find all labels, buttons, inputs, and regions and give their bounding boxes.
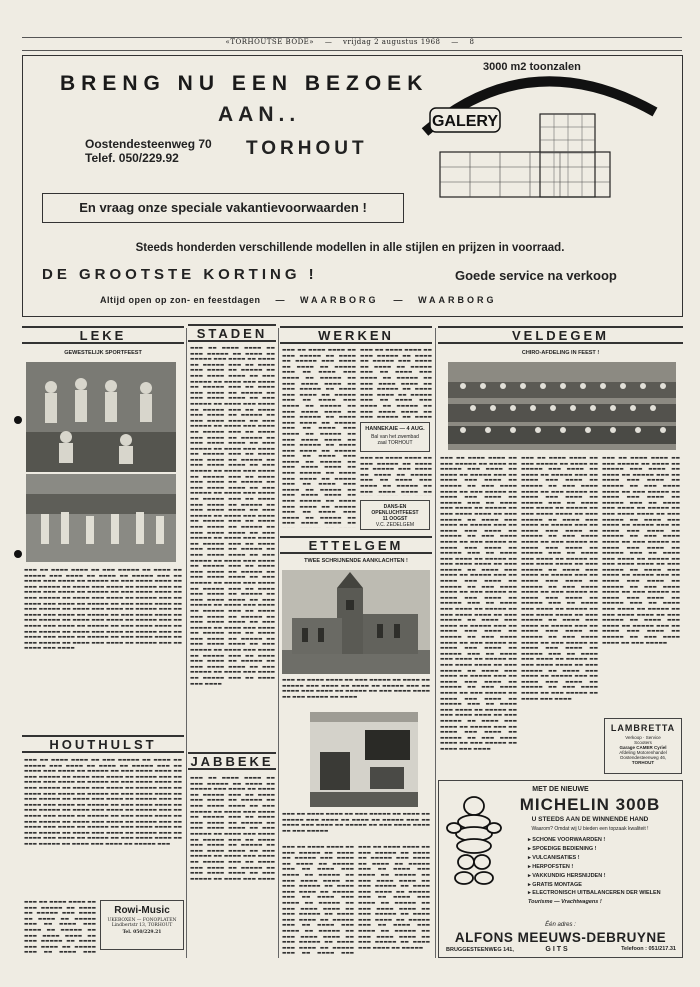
col-heading-ettelgem: ETTELGEM (280, 536, 432, 554)
water-photo (310, 712, 418, 807)
ettelgem-caption-2: ▬▬▬ ▬▬ ▬▬▬▬ ▬▬▬▬ ▬▬ ▬▬▬ ▬▬▬▬▬ ▬▬ ▬▬▬▬ ▬▬ ▬▬▬▬▬ ▬▬▬ ▬▬▬▬ ▬▬ ▬▬▬▬ ▬▬ ▬▬▬▬▬ ▬▬▬ ▬▬ ▬▬▬▬ ▬▬▬ ▬▬▬▬ ▬▬ ▬▬▬▬▬ ▬▬ ▬▬▬ ▬▬▬▬ ▬▬▬▬ ▬▬ ▬▬▬ ▬▬▬▬▬ (282, 812, 430, 834)
ad-models-line: Steeds honderden verschillende modellen in alle stijlen en prijzen in voorraad. (135, 242, 565, 254)
ad-area: 3000 m2 toonzalen (483, 61, 581, 73)
header-rule-bottom (22, 50, 682, 51)
veldegem-article-text-2: ▬▬▬ ▬▬ ▬▬▬▬ ▬▬▬▬ ▬▬ ▬▬▬ ▬▬▬▬▬ ▬▬ ▬▬▬▬ ▬▬ ▬▬▬▬▬ ▬▬▬ ▬▬▬▬ ▬▬ ▬▬▬▬ ▬▬ ▬▬▬▬▬ ▬▬▬ ▬▬ ▬▬▬▬ ▬▬▬ ▬▬▬▬ ▬▬ ▬▬▬▬▬ ▬▬ ▬▬▬ ▬▬▬▬ ▬▬▬▬ ▬▬ ▬▬▬ ▬▬▬▬▬ ▬▬ ▬▬▬▬ ▬▬▬ ▬▬▬▬ ▬▬ ▬▬▬▬▬ ▬▬▬ ▬▬ ▬▬▬▬ ▬▬▬ ▬▬▬▬ ▬▬ ▬▬▬▬▬ ▬▬ ▬▬▬ ▬▬▬▬ ▬▬▬▬ ▬▬ ▬▬▬ ▬▬▬▬▬ ▬▬ ▬▬▬▬ ▬▬▬ ▬▬▬▬ ▬▬ ▬▬▬▬▬ ▬▬▬ ▬▬ ▬▬▬▬ ▬▬▬ ▬▬▬▬ ▬▬ ▬▬▬▬▬ ▬▬ ▬▬▬ ▬▬▬▬ ▬▬▬▬ ▬▬ ▬▬▬ ▬▬▬▬▬ ▬▬ ▬▬▬▬ ▬▬▬ ▬▬▬▬ ▬▬ ▬▬▬▬▬ ▬▬▬ ▬▬ ▬▬▬▬ ▬▬▬ ▬▬▬▬ ▬▬ ▬▬▬▬▬ ▬▬ ▬▬▬ ▬▬▬▬ ▬▬▬▬ ▬▬ ▬▬▬ ▬▬▬▬▬ ▬▬ ▬▬▬▬ ▬▬▬ ▬▬▬▬ ▬▬ ▬▬▬▬▬ ▬▬▬ ▬▬ ▬▬▬▬ ▬▬▬ ▬▬▬▬ ▬▬ ▬▬▬▬▬ ▬▬ ▬▬▬ ▬▬▬▬ ▬▬▬▬ ▬▬ ▬▬▬ ▬▬▬▬▬ ▬▬ ▬▬▬▬ ▬▬▬ ▬▬▬▬ ▬▬ ▬▬▬▬▬ ▬▬▬ ▬▬ ▬▬▬▬ ▬▬▬ ▬▬▬▬ ▬▬ ▬▬▬▬▬ ▬▬ ▬▬▬ ▬▬▬▬ ▬▬▬▬ ▬▬ ▬▬▬ ▬▬▬▬▬ ▬▬ ▬▬▬▬ ▬▬▬ ▬▬▬▬ ▬▬ ▬▬▬▬▬ ▬▬▬ ▬▬ ▬▬▬▬ ▬▬▬ ▬▬▬▬ ▬▬ ▬▬▬▬▬ ▬▬ ▬▬▬ ▬▬▬▬ ▬▬▬▬ ▬▬ ▬▬▬ ▬▬▬▬▬ ▬▬ ▬▬▬▬ ▬▬▬ ▬▬▬▬ ▬▬ ▬▬▬▬▬ ▬▬▬ ▬▬ ▬▬▬▬ ▬▬▬ ▬▬▬▬ ▬▬ ▬▬▬▬▬ ▬▬ ▬▬▬ ▬▬▬▬ ▬▬▬▬ ▬▬ ▬▬▬ ▬▬▬▬▬ ▬▬ ▬▬▬▬ ▬▬▬ ▬▬▬▬ ▬▬ ▬▬▬▬▬ ▬▬▬ ▬▬ ▬▬▬▬ ▬▬▬ ▬▬▬▬ ▬▬ ▬▬▬▬▬ ▬▬ ▬▬▬ ▬▬▬▬ ▬▬▬▬ ▬▬ ▬▬▬ ▬▬▬▬▬ ▬▬ ▬▬▬▬ ▬▬▬ ▬▬▬▬ (521, 456, 598, 702)
ad-headline: BRENG NU EEN BEZOEK (60, 72, 429, 95)
column-rule (435, 328, 436, 958)
galery-sign: GALERY (431, 113, 499, 130)
col-heading-werken: WERKEN (280, 326, 432, 344)
michelin-man-icon (446, 792, 502, 892)
col-heading-leke: LEKE (22, 326, 184, 344)
galery-building-illustration (420, 72, 660, 212)
alfons-address: BRUGGESTEENWEG 141, GITS Telefoon : 051/217.31 (446, 946, 676, 953)
veldegem-article-text-3: ▬▬▬ ▬▬ ▬▬▬▬ ▬▬▬▬ ▬▬ ▬▬▬ ▬▬▬▬▬ ▬▬ ▬▬▬▬ ▬▬ ▬▬▬▬▬ ▬▬▬ ▬▬▬▬ ▬▬ ▬▬▬▬ ▬▬ ▬▬▬▬▬ ▬▬▬ ▬▬ ▬▬▬▬ ▬▬▬ ▬▬▬▬ ▬▬ ▬▬▬▬▬ ▬▬ ▬▬▬ ▬▬▬▬ ▬▬▬▬ ▬▬ ▬▬▬ ▬▬▬▬▬ ▬▬ ▬▬▬▬ ▬▬▬ ▬▬▬▬ ▬▬ ▬▬▬▬▬ ▬▬▬ ▬▬ ▬▬▬▬ ▬▬▬ ▬▬▬▬ ▬▬ ▬▬▬▬▬ ▬▬ ▬▬▬ ▬▬▬▬ ▬▬▬▬ ▬▬ ▬▬▬ ▬▬▬▬▬ ▬▬ ▬▬▬▬ ▬▬▬ ▬▬▬▬ ▬▬ ▬▬▬▬▬ ▬▬▬ ▬▬ ▬▬▬▬ ▬▬▬ ▬▬▬▬ ▬▬ ▬▬▬▬▬ ▬▬ ▬▬▬ ▬▬▬▬ ▬▬▬▬ ▬▬ ▬▬▬ ▬▬▬▬▬ ▬▬ ▬▬▬▬ ▬▬▬ ▬▬▬▬ ▬▬ ▬▬▬▬▬ ▬▬▬ ▬▬ ▬▬▬▬ ▬▬▬ ▬▬▬▬ ▬▬ ▬▬▬▬▬ ▬▬ ▬▬▬ ▬▬▬▬ ▬▬▬▬ ▬▬ ▬▬▬ ▬▬▬▬▬ ▬▬ ▬▬▬▬ ▬▬▬ ▬▬▬▬ ▬▬ ▬▬▬▬▬ ▬▬▬ ▬▬ ▬▬▬▬ ▬▬▬ ▬▬▬▬ ▬▬ ▬▬▬▬▬ ▬▬ ▬▬▬ ▬▬▬▬ ▬▬▬▬ ▬▬ ▬▬▬ ▬▬▬▬▬ ▬▬ ▬▬▬▬ ▬▬▬ ▬▬▬▬ ▬▬ ▬▬▬▬▬ ▬▬▬ ▬▬ ▬▬▬▬ ▬▬▬ ▬▬▬▬ ▬▬ ▬▬▬▬▬ ▬▬ ▬▬▬ ▬▬▬▬ ▬▬▬▬ ▬▬ ▬▬▬ ▬▬▬▬▬ ▬▬ ▬▬▬▬ ▬▬▬ ▬▬▬▬ ▬▬ ▬▬▬▬▬ ▬▬▬ ▬▬ ▬▬▬▬ ▬▬▬ ▬▬▬▬ ▬▬ ▬▬▬▬▬ ▬▬ ▬▬▬ ▬▬▬▬ ▬▬▬▬ ▬▬ ▬▬▬ ▬▬▬▬▬ (602, 456, 680, 646)
werken-article-text-2: ▬▬▬ ▬▬ ▬▬▬▬ ▬▬▬▬ ▬▬ ▬▬▬ ▬▬▬▬▬ ▬▬ ▬▬▬▬ ▬▬ ▬▬▬▬▬ ▬▬▬ ▬▬▬▬ ▬▬ ▬▬▬▬ ▬▬ ▬▬▬▬▬ ▬▬▬ ▬▬ ▬▬▬▬ ▬▬▬ ▬▬▬▬ ▬▬ ▬▬▬▬▬ ▬▬ ▬▬▬ ▬▬▬▬ ▬▬▬▬ ▬▬ ▬▬▬ ▬▬▬▬▬ ▬▬ ▬▬▬▬ ▬▬▬ ▬▬▬▬ ▬▬ ▬▬▬▬▬ ▬▬▬ ▬▬ ▬▬▬▬ ▬▬▬ ▬▬▬▬ ▬▬ ▬▬▬▬▬ ▬▬ ▬▬▬ ▬▬▬▬ ▬▬▬▬ ▬▬ ▬▬▬ ▬▬▬▬▬ ▬▬ ▬▬▬▬ (360, 348, 432, 418)
staden-article-text: ▬▬▬ ▬▬ ▬▬▬▬ ▬▬▬▬ ▬▬ ▬▬▬ ▬▬▬▬▬ ▬▬ ▬▬▬▬ ▬▬ ▬▬▬▬▬ ▬▬▬ ▬▬▬▬ ▬▬ ▬▬▬▬ ▬▬ ▬▬▬▬▬ ▬▬▬ ▬▬ ▬▬▬▬ ▬▬▬ ▬▬▬▬ ▬▬ ▬▬▬▬▬ ▬▬ ▬▬▬ ▬▬▬▬ ▬▬▬▬ ▬▬ ▬▬▬ ▬▬▬▬▬ ▬▬ ▬▬▬▬ ▬▬▬ ▬▬▬▬ ▬▬ ▬▬▬▬▬ ▬▬▬ ▬▬ ▬▬▬▬ ▬▬▬ ▬▬▬▬ ▬▬ ▬▬▬▬▬ ▬▬ ▬▬▬ ▬▬▬▬ ▬▬▬▬ ▬▬ ▬▬▬ ▬▬▬▬▬ ▬▬ ▬▬▬▬ ▬▬▬ ▬▬▬▬ ▬▬ ▬▬▬▬▬ ▬▬▬ ▬▬ ▬▬▬▬ ▬▬▬ ▬▬▬▬ ▬▬ ▬▬▬▬▬ ▬▬ ▬▬▬ ▬▬▬▬ ▬▬▬▬ ▬▬ ▬▬▬ ▬▬▬▬▬ ▬▬ ▬▬▬▬ ▬▬▬ ▬▬▬▬ ▬▬ ▬▬▬▬▬ ▬▬▬ ▬▬ ▬▬▬▬ ▬▬▬ ▬▬▬▬ ▬▬ ▬▬▬▬▬ ▬▬ ▬▬▬ ▬▬▬▬ ▬▬▬▬ ▬▬ ▬▬▬ ▬▬▬▬▬ ▬▬ ▬▬▬▬ ▬▬▬ ▬▬▬▬ ▬▬ ▬▬▬▬▬ ▬▬▬ ▬▬ ▬▬▬▬ ▬▬▬ ▬▬▬▬ ▬▬ ▬▬▬▬▬ ▬▬ ▬▬▬ ▬▬▬▬ ▬▬▬▬ ▬▬ ▬▬▬ ▬▬▬▬▬ ▬▬ ▬▬▬▬ ▬▬▬ ▬▬▬▬ ▬▬ ▬▬▬▬▬ ▬▬▬ ▬▬ ▬▬▬▬ ▬▬▬ ▬▬▬▬ ▬▬ ▬▬▬▬▬ ▬▬ ▬▬▬ ▬▬▬▬ ▬▬▬▬ ▬▬ ▬▬▬ ▬▬▬▬▬ ▬▬ ▬▬▬▬ ▬▬▬ ▬▬▬▬ ▬▬ ▬▬▬▬▬ ▬▬▬ ▬▬ ▬▬▬▬ ▬▬▬ ▬▬▬▬ ▬▬ ▬▬▬▬▬ ▬▬ ▬▬▬ ▬▬▬▬ ▬▬▬▬ ▬▬ ▬▬▬ ▬▬▬▬▬ ▬▬ ▬▬▬▬ ▬▬▬ ▬▬▬▬ ▬▬ ▬▬▬▬▬ ▬▬▬ ▬▬ ▬▬▬▬ ▬▬▬ ▬▬▬▬ ▬▬ ▬▬▬▬▬ ▬▬ ▬▬▬ ▬▬▬▬ ▬▬▬▬ ▬▬ ▬▬▬ ▬▬▬▬▬ ▬▬ ▬▬▬▬ ▬▬▬ ▬▬▬▬ ▬▬ ▬▬▬▬▬ ▬▬▬ ▬▬ ▬▬▬▬ ▬▬▬ ▬▬▬▬ ▬▬ ▬▬▬▬▬ ▬▬ ▬▬▬ ▬▬▬▬ ▬▬▬▬ ▬▬ ▬▬▬ ▬▬▬▬▬ ▬▬ ▬▬▬▬ ▬▬▬ ▬▬▬▬ ▬▬ ▬▬▬▬▬ ▬▬▬ ▬▬ ▬▬▬▬ ▬▬▬ ▬▬▬▬ ▬▬ ▬▬▬▬▬ ▬▬ ▬▬▬ ▬▬▬▬ ▬▬▬▬ ▬▬ ▬▬▬ ▬▬▬▬▬ ▬▬ ▬▬▬▬ ▬▬▬ ▬▬▬▬ ▬▬ ▬▬▬▬▬ ▬▬▬ ▬▬ ▬▬▬▬ ▬▬▬ ▬▬▬▬ ▬▬ ▬▬▬▬▬ ▬▬ ▬▬▬ ▬▬▬▬ ▬▬▬▬ ▬▬ ▬▬▬ ▬▬▬▬▬ ▬▬ ▬▬▬▬ ▬▬▬ ▬▬▬▬ ▬▬ ▬▬▬▬▬ ▬▬▬ ▬▬ ▬▬▬▬ ▬▬▬ ▬▬▬▬ ▬▬ ▬▬▬▬▬ ▬▬ ▬▬▬ ▬▬▬▬ ▬▬▬▬ ▬▬ ▬▬▬ ▬▬▬▬▬ ▬▬ ▬▬▬▬ ▬▬▬ ▬▬▬▬ ▬▬ ▬▬▬▬▬ ▬▬▬ ▬▬ ▬▬▬▬ ▬▬▬ ▬▬▬▬ ▬▬ ▬▬▬▬▬ ▬▬ ▬▬▬ ▬▬▬▬ ▬▬▬▬ ▬▬ ▬▬▬ ▬▬▬▬▬ ▬▬ ▬▬▬▬ ▬▬▬ ▬▬▬▬ ▬▬ ▬▬▬▬▬ ▬▬▬ ▬▬ ▬▬▬▬ ▬▬▬ ▬▬▬▬ ▬▬ ▬▬▬▬▬ ▬▬ ▬▬▬ ▬▬▬▬ ▬▬▬▬ ▬▬ ▬▬▬ ▬▬▬▬▬ ▬▬ ▬▬▬▬ ▬▬▬ ▬▬▬▬ ▬▬ ▬▬▬▬▬ ▬▬▬ ▬▬ ▬▬▬▬ ▬▬▬ ▬▬▬▬ (190, 346, 275, 687)
sports-photo-2 (26, 474, 176, 562)
rowi-music-advert: Rowi-Music UKEBOXEN — FONOPLATEN Lindbertstr 13, TORHOUT Tel. 050/229.21 (100, 900, 184, 950)
ad-service: Goede service na verkoop (455, 268, 617, 283)
ettelgem-article-text: ▬▬▬ ▬▬ ▬▬▬▬ ▬▬▬▬ ▬▬ ▬▬▬ ▬▬▬▬▬ ▬▬ ▬▬▬▬ ▬▬ ▬▬▬▬▬ ▬▬▬ ▬▬▬▬ ▬▬ ▬▬▬▬ ▬▬ ▬▬▬▬▬ ▬▬▬ ▬▬ ▬▬▬▬ ▬▬▬ ▬▬▬▬ ▬▬ ▬▬▬▬▬ ▬▬ ▬▬▬ ▬▬▬▬ ▬▬▬▬ ▬▬ ▬▬▬ ▬▬▬▬▬ ▬▬ ▬▬▬▬ ▬▬▬ ▬▬▬▬ ▬▬ ▬▬▬▬▬ ▬▬▬ ▬▬ ▬▬▬▬ ▬▬▬ ▬▬▬▬ ▬▬ ▬▬▬▬▬ ▬▬ ▬▬▬ ▬▬▬▬ ▬▬▬▬ ▬▬ ▬▬▬ ▬▬▬▬▬ ▬▬ ▬▬▬▬ ▬▬▬ ▬▬▬▬ ▬▬ ▬▬▬▬▬ ▬▬▬ ▬▬ ▬▬▬▬ ▬▬▬ ▬▬▬▬ ▬▬ ▬▬▬▬▬ ▬▬ ▬▬▬ ▬▬▬▬ ▬▬▬▬ ▬▬ ▬▬▬ ▬▬▬▬▬ ▬▬ ▬▬▬▬ ▬▬▬ ▬▬▬▬ ▬▬ ▬▬▬▬▬ ▬▬▬ ▬▬ ▬▬▬▬ ▬▬▬ (282, 845, 354, 955)
michelin-title: MICHELIN 300B (519, 795, 661, 814)
ad-discount: DE GROOTSTE KORTING ! (42, 266, 318, 283)
col-heading-jabbeke: JABBEKE (188, 752, 276, 770)
col-heading-staden: STADEN (188, 324, 276, 342)
ad-city: TORHOUT (246, 138, 368, 159)
houthulst-article-text-2: ▬▬▬ ▬▬ ▬▬▬▬ ▬▬▬▬ ▬▬ ▬▬▬ ▬▬▬▬▬ ▬▬ ▬▬▬▬ ▬▬ ▬▬▬▬▬ ▬▬▬ ▬▬▬▬ ▬▬ ▬▬▬▬ ▬▬ ▬▬▬▬▬ ▬▬▬ ▬▬ ▬▬▬▬ ▬▬▬ ▬▬▬▬ ▬▬ ▬▬▬▬▬ ▬▬ ▬▬▬ ▬▬▬▬ ▬▬▬▬ ▬▬ ▬▬▬ ▬▬▬▬▬ ▬▬ ▬▬▬▬ ▬▬▬ ▬▬▬▬ ▬▬ ▬▬▬▬▬ ▬▬▬ ▬▬ ▬▬▬▬ ▬▬▬ (24, 900, 96, 955)
punch-hole (14, 550, 22, 558)
ad-open-line: Altijd open op zon- en feestdagen — WAARBORG — WAARBORG (100, 295, 497, 305)
column-rule (278, 328, 279, 958)
michelin-question: Waarom? Omdat wij U bieden een topzaak kwaliteit ! (531, 826, 649, 832)
ad-headline-2: AAN.. (218, 103, 301, 126)
ettelgem-subhead: TWEE SCHRIJNENDE AANKLACHTEN ! (304, 558, 408, 564)
chiro-group-photo (448, 362, 676, 450)
jabbeke-article-text: ▬▬▬ ▬▬ ▬▬▬▬ ▬▬▬▬ ▬▬ ▬▬▬ ▬▬▬▬▬ ▬▬ ▬▬▬▬ ▬▬ ▬▬▬▬▬ ▬▬▬ ▬▬▬▬ ▬▬ ▬▬▬▬ ▬▬ ▬▬▬▬▬ ▬▬▬ ▬▬ ▬▬▬▬ ▬▬▬ ▬▬▬▬ ▬▬ ▬▬▬▬▬ ▬▬ ▬▬▬ ▬▬▬▬ ▬▬▬▬ ▬▬ ▬▬▬ ▬▬▬▬▬ ▬▬ ▬▬▬▬ ▬▬▬ ▬▬▬▬ ▬▬ ▬▬▬▬▬ ▬▬▬ ▬▬ ▬▬▬▬ ▬▬▬ ▬▬▬▬ ▬▬ ▬▬▬▬▬ ▬▬ ▬▬▬ ▬▬▬▬ ▬▬▬▬ ▬▬ ▬▬▬ ▬▬▬▬▬ ▬▬ ▬▬▬▬ ▬▬▬ ▬▬▬▬ ▬▬ ▬▬▬▬▬ ▬▬▬ ▬▬ ▬▬▬▬ ▬▬▬ ▬▬▬▬ ▬▬ ▬▬▬▬▬ ▬▬ ▬▬▬ ▬▬▬▬ ▬▬▬▬ ▬▬ ▬▬▬ ▬▬▬▬▬ ▬▬ ▬▬▬▬ ▬▬▬ ▬▬▬▬ ▬▬ ▬▬▬▬▬ ▬▬▬ ▬▬ ▬▬▬▬ ▬▬▬ ▬▬▬▬ ▬▬ ▬▬▬▬▬ ▬▬ ▬▬▬ ▬▬▬▬ ▬▬▬▬ ▬▬ ▬▬▬ ▬▬▬▬▬ ▬▬ ▬▬▬▬ ▬▬▬ ▬▬▬▬ (190, 776, 275, 881)
ettelgem-article-text-2: ▬▬▬ ▬▬ ▬▬▬▬ ▬▬▬▬ ▬▬ ▬▬▬ ▬▬▬▬▬ ▬▬ ▬▬▬▬ ▬▬ ▬▬▬▬▬ ▬▬▬ ▬▬▬▬ ▬▬ ▬▬▬▬ ▬▬ ▬▬▬▬▬ ▬▬▬ ▬▬ ▬▬▬▬ ▬▬▬ ▬▬▬▬ ▬▬ ▬▬▬▬▬ ▬▬ ▬▬▬ ▬▬▬▬ ▬▬▬▬ ▬▬ ▬▬▬ ▬▬▬▬▬ ▬▬ ▬▬▬▬ ▬▬▬ ▬▬▬▬ ▬▬ ▬▬▬▬▬ ▬▬▬ ▬▬ ▬▬▬▬ ▬▬▬ ▬▬▬▬ ▬▬ ▬▬▬▬▬ ▬▬ ▬▬▬ ▬▬▬▬ ▬▬▬▬ ▬▬ ▬▬▬ ▬▬▬▬▬ ▬▬ ▬▬▬▬ ▬▬▬ ▬▬▬▬ ▬▬ ▬▬▬▬▬ ▬▬▬ ▬▬ ▬▬▬▬ ▬▬▬ ▬▬▬▬ ▬▬ ▬▬▬▬▬ ▬▬ ▬▬▬ ▬▬▬▬ ▬▬▬▬ ▬▬ ▬▬▬ ▬▬▬▬▬ ▬▬ ▬▬▬▬ ▬▬▬ ▬▬▬▬ ▬▬ ▬▬▬▬▬ (358, 845, 430, 951)
veldegem-article-text: ▬▬▬ ▬▬ ▬▬▬▬ ▬▬▬▬ ▬▬ ▬▬▬ ▬▬▬▬▬ ▬▬ ▬▬▬▬ ▬▬ ▬▬▬▬▬ ▬▬▬ ▬▬▬▬ ▬▬ ▬▬▬▬ ▬▬ ▬▬▬▬▬ ▬▬▬ ▬▬ ▬▬▬▬ ▬▬▬ ▬▬▬▬ ▬▬ ▬▬▬▬▬ ▬▬ ▬▬▬ ▬▬▬▬ ▬▬▬▬ ▬▬ ▬▬▬ ▬▬▬▬▬ ▬▬ ▬▬▬▬ ▬▬▬ ▬▬▬▬ ▬▬ ▬▬▬▬▬ ▬▬▬ ▬▬ ▬▬▬▬ ▬▬▬ ▬▬▬▬ ▬▬ ▬▬▬▬▬ ▬▬ ▬▬▬ ▬▬▬▬ ▬▬▬▬ ▬▬ ▬▬▬ ▬▬▬▬▬ ▬▬ ▬▬▬▬ ▬▬▬ ▬▬▬▬ ▬▬ ▬▬▬▬▬ ▬▬▬ ▬▬ ▬▬▬▬ ▬▬▬ ▬▬▬▬ ▬▬ ▬▬▬▬▬ ▬▬ ▬▬▬ ▬▬▬▬ ▬▬▬▬ ▬▬ ▬▬▬ ▬▬▬▬▬ ▬▬ ▬▬▬▬ ▬▬▬ ▬▬▬▬ ▬▬ ▬▬▬▬▬ ▬▬▬ ▬▬ ▬▬▬▬ ▬▬▬ ▬▬▬▬ ▬▬ ▬▬▬▬▬ ▬▬ ▬▬▬ ▬▬▬▬ ▬▬▬▬ ▬▬ ▬▬▬ ▬▬▬▬▬ ▬▬ ▬▬▬▬ ▬▬▬ ▬▬▬▬ ▬▬ ▬▬▬▬▬ ▬▬▬ ▬▬ ▬▬▬▬ ▬▬▬ ▬▬▬▬ ▬▬ ▬▬▬▬▬ ▬▬ ▬▬▬ ▬▬▬▬ ▬▬▬▬ ▬▬ ▬▬▬ ▬▬▬▬▬ ▬▬ ▬▬▬▬ ▬▬▬ ▬▬▬▬ ▬▬ ▬▬▬▬▬ ▬▬▬ ▬▬ ▬▬▬▬ ▬▬▬ ▬▬▬▬ ▬▬ ▬▬▬▬▬ ▬▬ ▬▬▬ ▬▬▬▬ ▬▬▬▬ ▬▬ ▬▬▬ ▬▬▬▬▬ ▬▬ ▬▬▬▬ ▬▬▬ ▬▬▬▬ ▬▬ ▬▬▬▬▬ ▬▬▬ ▬▬ ▬▬▬▬ ▬▬▬ ▬▬▬▬ ▬▬ ▬▬▬▬▬ ▬▬ ▬▬▬ ▬▬▬▬ ▬▬▬▬ ▬▬ ▬▬▬ ▬▬▬▬▬ ▬▬ ▬▬▬▬ ▬▬▬ ▬▬▬▬ ▬▬ ▬▬▬▬▬ ▬▬▬ ▬▬ ▬▬▬▬ ▬▬▬ ▬▬▬▬ ▬▬ ▬▬▬▬▬ ▬▬ ▬▬▬ ▬▬▬▬ ▬▬▬▬ ▬▬ ▬▬▬ ▬▬▬▬▬ ▬▬ ▬▬▬▬ ▬▬▬ ▬▬▬▬ ▬▬ ▬▬▬▬▬ ▬▬▬ ▬▬ ▬▬▬▬ ▬▬▬ ▬▬▬▬ ▬▬ ▬▬▬▬▬ ▬▬ ▬▬▬ ▬▬▬▬ ▬▬▬▬ ▬▬ ▬▬▬ ▬▬▬▬▬ ▬▬ ▬▬▬▬ ▬▬▬ ▬▬▬▬ ▬▬ ▬▬▬▬▬ ▬▬▬ ▬▬ ▬▬▬▬ ▬▬▬ ▬▬▬▬ ▬▬ ▬▬▬▬▬ ▬▬ ▬▬▬ ▬▬▬▬ ▬▬▬▬ ▬▬ ▬▬▬ ▬▬▬▬▬ ▬▬ ▬▬▬▬ ▬▬▬ ▬▬▬▬ ▬▬ ▬▬▬▬▬ ▬▬▬ ▬▬ ▬▬▬▬ ▬▬▬ ▬▬▬▬ ▬▬ ▬▬▬▬▬ ▬▬ ▬▬▬ ▬▬▬▬ ▬▬▬▬ ▬▬ ▬▬▬ ▬▬▬▬▬ ▬▬ ▬▬▬▬ ▬▬▬ ▬▬▬▬ (440, 456, 517, 752)
michelin-head: MET DE NIEUWE (532, 786, 589, 793)
issue-date: vrijdag 2 augustus 1968 (343, 38, 441, 46)
leke-subhead: GEWESTELIJK SPORTFEEST (64, 350, 142, 356)
church-photo (282, 570, 430, 674)
ad-address: Oostendesteenweg 70 Telef. 050/229.92 (85, 137, 212, 165)
paper-name: «TORHOUTSE BODE» (225, 38, 315, 46)
werken-article-text-3: ▬▬▬ ▬▬ ▬▬▬▬ ▬▬▬▬ ▬▬ ▬▬▬ ▬▬▬▬▬ ▬▬ ▬▬▬▬ ▬▬ ▬▬▬▬▬ ▬▬▬ ▬▬▬▬ ▬▬ ▬▬▬▬ ▬▬ ▬▬▬▬▬ ▬▬▬ ▬▬ ▬▬▬▬ ▬▬▬ ▬▬▬▬ ▬▬ ▬▬▬▬▬ ▬▬ ▬▬▬ ▬▬▬▬ ▬▬▬▬ ▬▬ (360, 456, 432, 495)
alfons-name: ALFONS MEEUWS-DEBRUYNE (454, 930, 667, 945)
werken-article-text: ▬▬▬ ▬▬ ▬▬▬▬ ▬▬▬▬ ▬▬ ▬▬▬ ▬▬▬▬▬ ▬▬ ▬▬▬▬ ▬▬ ▬▬▬▬▬ ▬▬▬ ▬▬▬▬ ▬▬ ▬▬▬▬ ▬▬ ▬▬▬▬▬ ▬▬▬ ▬▬ ▬▬▬▬ ▬▬▬ ▬▬▬▬ ▬▬ ▬▬▬▬▬ ▬▬ ▬▬▬ ▬▬▬▬ ▬▬▬▬ ▬▬ ▬▬▬ ▬▬▬▬▬ ▬▬ ▬▬▬▬ ▬▬▬ ▬▬▬▬ ▬▬ ▬▬▬▬▬ ▬▬▬ ▬▬ ▬▬▬▬ ▬▬▬ ▬▬▬▬ ▬▬ ▬▬▬▬▬ ▬▬ ▬▬▬ ▬▬▬▬ ▬▬▬▬ ▬▬ ▬▬▬ ▬▬▬▬▬ ▬▬ ▬▬▬▬ ▬▬▬ ▬▬▬▬ ▬▬ ▬▬▬▬▬ ▬▬▬ ▬▬ ▬▬▬▬ ▬▬▬ ▬▬▬▬ ▬▬ ▬▬▬▬▬ ▬▬ ▬▬▬ ▬▬▬▬ ▬▬▬▬ ▬▬ ▬▬▬ ▬▬▬▬▬ ▬▬ ▬▬▬▬ ▬▬▬ ▬▬▬▬ ▬▬ ▬▬▬▬▬ ▬▬▬ ▬▬ ▬▬▬▬ ▬▬▬ ▬▬▬▬ ▬▬ ▬▬▬▬▬ ▬▬ ▬▬▬ ▬▬▬▬ ▬▬▬▬ ▬▬ ▬▬▬ ▬▬▬▬▬ ▬▬ ▬▬▬▬ ▬▬▬ ▬▬▬▬ ▬▬ ▬▬▬▬▬ ▬▬▬ ▬▬ ▬▬▬▬ ▬▬▬ ▬▬▬▬ ▬▬ ▬▬▬▬▬ ▬▬ ▬▬▬ ▬▬▬▬ ▬▬▬▬ ▬▬ ▬▬▬ ▬▬▬▬▬ ▬▬ ▬▬▬▬ ▬▬▬ ▬▬▬▬ ▬▬ ▬▬▬▬▬ ▬▬▬ ▬▬ ▬▬▬▬ ▬▬▬ ▬▬▬▬ ▬▬ ▬▬▬▬▬ ▬▬ ▬▬▬ ▬▬▬▬ ▬▬▬▬ ▬▬ (282, 348, 356, 527)
sports-photo (26, 362, 176, 472)
page-header: «TORHOUTSE BODE» — vrijdag 2 augustus 1968 — 8 (225, 38, 475, 46)
page-number: 8 (469, 38, 475, 46)
col-heading-veldegem: VELDEGEM (438, 326, 683, 344)
punch-hole (14, 416, 22, 424)
offer-box: En vraag onze speciale vakantievoorwaarden ! (42, 193, 404, 223)
hannekaie-notice: HANNEKAIE — 4 AUG. Bal van het zwembad zaal TORHOUT (360, 422, 430, 452)
houthulst-article-text: ▬▬▬ ▬▬ ▬▬▬▬ ▬▬▬▬ ▬▬ ▬▬▬ ▬▬▬▬▬ ▬▬ ▬▬▬▬ ▬▬ ▬▬▬▬▬ ▬▬▬ ▬▬▬▬ ▬▬ ▬▬▬▬ ▬▬ ▬▬▬▬▬ ▬▬▬ ▬▬ ▬▬▬▬ ▬▬▬ ▬▬▬▬ ▬▬ ▬▬▬▬▬ ▬▬ ▬▬▬ ▬▬▬▬ ▬▬▬▬ ▬▬ ▬▬▬ ▬▬▬▬▬ ▬▬ ▬▬▬▬ ▬▬▬ ▬▬▬▬ ▬▬ ▬▬▬▬▬ ▬▬▬ ▬▬ ▬▬▬▬ ▬▬▬ ▬▬▬▬ ▬▬ ▬▬▬▬▬ ▬▬ ▬▬▬ ▬▬▬▬ ▬▬▬▬ ▬▬ ▬▬▬ ▬▬▬▬▬ ▬▬ ▬▬▬▬ ▬▬▬ ▬▬▬▬ ▬▬ ▬▬▬▬▬ ▬▬▬ ▬▬ ▬▬▬▬ ▬▬▬ ▬▬▬▬ ▬▬ ▬▬▬▬▬ ▬▬ ▬▬▬ ▬▬▬▬ ▬▬▬▬ ▬▬ ▬▬▬ ▬▬▬▬▬ ▬▬ ▬▬▬▬ ▬▬▬ ▬▬▬▬ ▬▬ ▬▬▬▬▬ ▬▬▬ ▬▬ ▬▬▬▬ ▬▬▬ ▬▬▬▬ ▬▬ ▬▬▬▬▬ ▬▬ ▬▬▬ ▬▬▬▬ ▬▬▬▬ ▬▬ ▬▬▬ ▬▬▬▬▬ ▬▬ ▬▬▬▬ ▬▬▬ ▬▬▬▬ ▬▬ ▬▬▬▬▬ ▬▬▬ ▬▬ ▬▬▬▬ ▬▬▬ ▬▬▬▬ ▬▬ ▬▬▬▬▬ ▬▬ ▬▬▬ ▬▬▬▬ ▬▬▬▬ ▬▬ ▬▬▬ ▬▬▬▬▬ ▬▬ ▬▬▬▬ ▬▬▬ ▬▬▬▬ ▬▬ ▬▬▬▬▬ ▬▬▬ ▬▬ ▬▬▬▬ ▬▬▬ ▬▬▬▬ ▬▬ ▬▬▬▬▬ ▬▬ ▬▬▬ ▬▬▬▬ ▬▬▬▬ ▬▬ ▬▬▬ ▬▬▬▬▬ ▬▬ ▬▬▬▬ ▬▬▬ ▬▬▬▬ ▬▬ ▬▬▬▬▬ ▬▬▬ ▬▬ ▬▬▬▬ ▬▬▬ ▬▬▬▬ ▬▬ ▬▬▬▬▬ ▬▬ ▬▬▬ ▬▬▬▬ ▬▬▬▬ ▬▬ ▬▬▬ ▬▬▬▬▬ ▬▬ ▬▬▬▬ ▬▬▬ ▬▬▬▬ ▬▬ ▬▬▬▬▬ ▬▬▬ (24, 758, 182, 847)
dans-notice: DANS-EN OPENLUCHTFEEST 11 OOGST V.C. ZEDELGEM (360, 500, 430, 530)
michelin-address-label: Één adres : (545, 922, 576, 928)
michelin-slogan: U STEEDS AAN DE WINNENDE HAND (531, 816, 649, 823)
ettelgem-caption: ▬▬▬ ▬▬ ▬▬▬▬ ▬▬▬▬ ▬▬ ▬▬▬ ▬▬▬▬▬ ▬▬ ▬▬▬▬ ▬▬ ▬▬▬▬▬ ▬▬▬ ▬▬▬▬ ▬▬ ▬▬▬▬ ▬▬ ▬▬▬▬▬ ▬▬▬ ▬▬ ▬▬▬▬ ▬▬▬ ▬▬▬▬ ▬▬ ▬▬▬▬▬ ▬▬ ▬▬▬ ▬▬▬▬ ▬▬▬▬ ▬▬ ▬▬▬ ▬▬▬▬▬ ▬▬ ▬▬▬▬ (282, 678, 430, 700)
leke-article-text: ▬▬▬ ▬▬ ▬▬▬▬ ▬▬▬▬ ▬▬ ▬▬▬ ▬▬▬▬▬ ▬▬ ▬▬▬▬ ▬▬ ▬▬▬▬▬ ▬▬▬ ▬▬▬▬ ▬▬ ▬▬▬▬ ▬▬ ▬▬▬▬▬ ▬▬▬ ▬▬ ▬▬▬▬ ▬▬▬ ▬▬▬▬ ▬▬ ▬▬▬▬▬ ▬▬ ▬▬▬ ▬▬▬▬ ▬▬▬▬ ▬▬ ▬▬▬ ▬▬▬▬▬ ▬▬ ▬▬▬▬ ▬▬▬ ▬▬▬▬ ▬▬ ▬▬▬▬▬ ▬▬▬ ▬▬ ▬▬▬▬ ▬▬▬ ▬▬▬▬ ▬▬ ▬▬▬▬▬ ▬▬ ▬▬▬ ▬▬▬▬ ▬▬▬▬ ▬▬ ▬▬▬ ▬▬▬▬▬ ▬▬ ▬▬▬▬ ▬▬▬ ▬▬▬▬ ▬▬ ▬▬▬▬▬ ▬▬▬ ▬▬ ▬▬▬▬ ▬▬▬ ▬▬▬▬ ▬▬ ▬▬▬▬▬ ▬▬ ▬▬▬ ▬▬▬▬ ▬▬▬▬ ▬▬ ▬▬▬ ▬▬▬▬▬ ▬▬ ▬▬▬▬ ▬▬▬ ▬▬▬▬ ▬▬ ▬▬▬▬▬ ▬▬▬ ▬▬ ▬▬▬▬ ▬▬▬ ▬▬▬▬ ▬▬ ▬▬▬▬▬ ▬▬ ▬▬▬ ▬▬▬▬ ▬▬▬▬ ▬▬ ▬▬▬ ▬▬▬▬▬ ▬▬ ▬▬▬▬ ▬▬▬ ▬▬▬▬ ▬▬ ▬▬▬▬▬ ▬▬▬ ▬▬ ▬▬▬▬ ▬▬▬ ▬▬▬▬ ▬▬ ▬▬▬▬▬ ▬▬ ▬▬▬ ▬▬▬▬ ▬▬▬▬ ▬▬ ▬▬▬ ▬▬▬▬▬ ▬▬ ▬▬▬▬ ▬▬▬ ▬▬▬▬ ▬▬ ▬▬▬▬▬ ▬▬▬ ▬▬ ▬▬▬▬ ▬▬▬ ▬▬▬▬ ▬▬ ▬▬▬▬▬ ▬▬ ▬▬▬ ▬▬▬▬ ▬▬▬▬ ▬▬ ▬▬▬ ▬▬▬▬▬ ▬▬ ▬▬▬▬ ▬▬▬ ▬▬▬▬ ▬▬ ▬▬▬▬▬ ▬▬▬ ▬▬ ▬▬▬▬ ▬▬▬ ▬▬▬▬ (24, 568, 182, 652)
lambretta-advert: LAMBRETTA Verkoop · Service Scooters Garage CAMER Cyriel Afdeling Motorenhandel Oostendesteenweg 46, TORHOUT (604, 718, 682, 774)
veldegem-subhead: CHIRO-AFDELING IN FEEST ! (521, 350, 600, 356)
column-rule (186, 328, 187, 958)
michelin-list: ▸ SCHONE VOORWAARDEN ! ▸ SPOEDIGE BEDIENING ! ▸ VULCANISATIES ! ▸ HERPOFSTEN ! ▸ VAKKUNDIG HERSNIJDEN ! ▸ GRATIS MONTAGE ▸ ELECTRONISCH UITBALANCEREN DER WIELEN Tourisme — Vrachtwagens ! (528, 837, 661, 905)
col-heading-houthulst: HOUTHULST (22, 735, 184, 753)
